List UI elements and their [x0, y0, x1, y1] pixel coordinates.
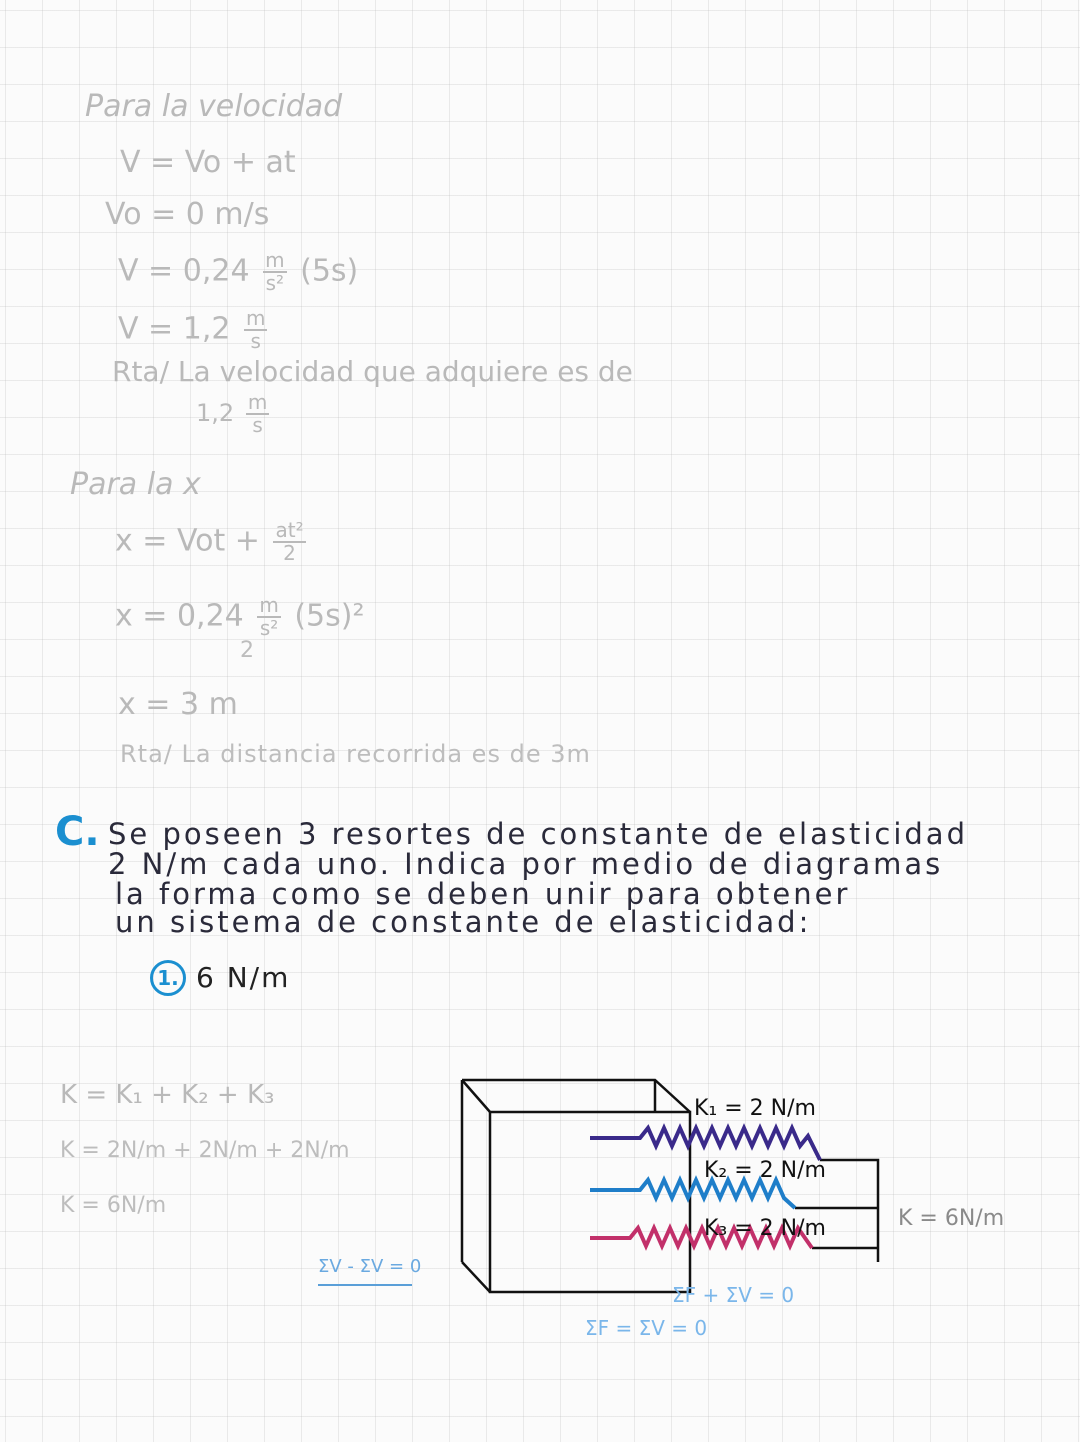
velocity-line-1: V = Vo + at [120, 145, 296, 180]
spring-k2 [590, 1180, 795, 1208]
distance-line-2-text: x = 0,24 [115, 598, 244, 634]
velocity-line-2: Vo = 0 m/s [105, 197, 270, 232]
distance-line-1-text: x = Vot + [115, 523, 270, 559]
distance-line-2-divisor: 2 [240, 638, 254, 663]
bottom-note-3: ΣF = ΣV = 0 [585, 1316, 708, 1340]
calc-line-3: K = 6N/m [60, 1193, 167, 1218]
fraction-numerator: at² [275, 518, 304, 542]
velocity-heading: Para la velocidad [85, 89, 343, 124]
spring-k1 [590, 1128, 820, 1160]
problem-c-line-1: Se poseen 3 resortes de constante de elasticidad [108, 817, 968, 851]
distance-line-3: x = 3 m [118, 687, 238, 722]
fraction-denominator: s² [259, 616, 279, 640]
label-k2: K₂ = 2 N/m [704, 1158, 826, 1183]
distance-answer: Rta/ La distancia recorrida es de 3m [120, 740, 591, 768]
item-1-value: 6 N/m [196, 961, 291, 994]
velocity-line-3-time: (5s) [300, 253, 359, 289]
item-1-number: 1. [157, 966, 179, 990]
fraction-numerator: m [247, 390, 268, 414]
problem-c-line-3: la forma como se deben unir para obtener [115, 877, 851, 911]
calc-line-1: K = K₁ + K₂ + K₃ [60, 1080, 275, 1110]
fraction-denominator: s [252, 413, 263, 437]
calc-line-2: K = 2N/m + 2N/m + 2N/m [60, 1138, 350, 1163]
fraction-denominator: 2 [283, 541, 296, 565]
label-k1: K₁ = 2 N/m [694, 1096, 816, 1121]
velocity-line-4-text: V = 1,2 [118, 311, 231, 347]
label-k-total: K = 6N/m [898, 1206, 1005, 1231]
fraction-denominator: s² [265, 271, 285, 295]
fraction-numerator: m [259, 593, 279, 617]
fraction-numerator: m [265, 248, 285, 272]
bottom-note-2: ΣF + ΣV = 0 [672, 1283, 795, 1307]
problem-c-letter: C. [55, 809, 100, 855]
velocity-answer-value: 1,2 [196, 399, 235, 427]
fraction-numerator: m [246, 306, 266, 330]
block-box [462, 1080, 690, 1292]
velocity-line-3-text: V = 0,24 [118, 253, 250, 289]
velocity-answer-line-1: Rta/ La velocidad que adquiere es de [112, 355, 633, 388]
distance-line-2-time: (5s)² [294, 598, 365, 634]
bottom-note-1: ΣV - ΣV = 0 [318, 1256, 422, 1277]
label-k3: K₃ = 2 N/m [704, 1216, 826, 1241]
problem-c-line-4: un sistema de constante de elasticidad: [115, 905, 812, 939]
problem-c-line-2: 2 N/m cada uno. Indica por medio de diagramas [108, 847, 944, 881]
distance-heading: Para la x [70, 467, 201, 502]
fraction-denominator: s [250, 329, 261, 353]
